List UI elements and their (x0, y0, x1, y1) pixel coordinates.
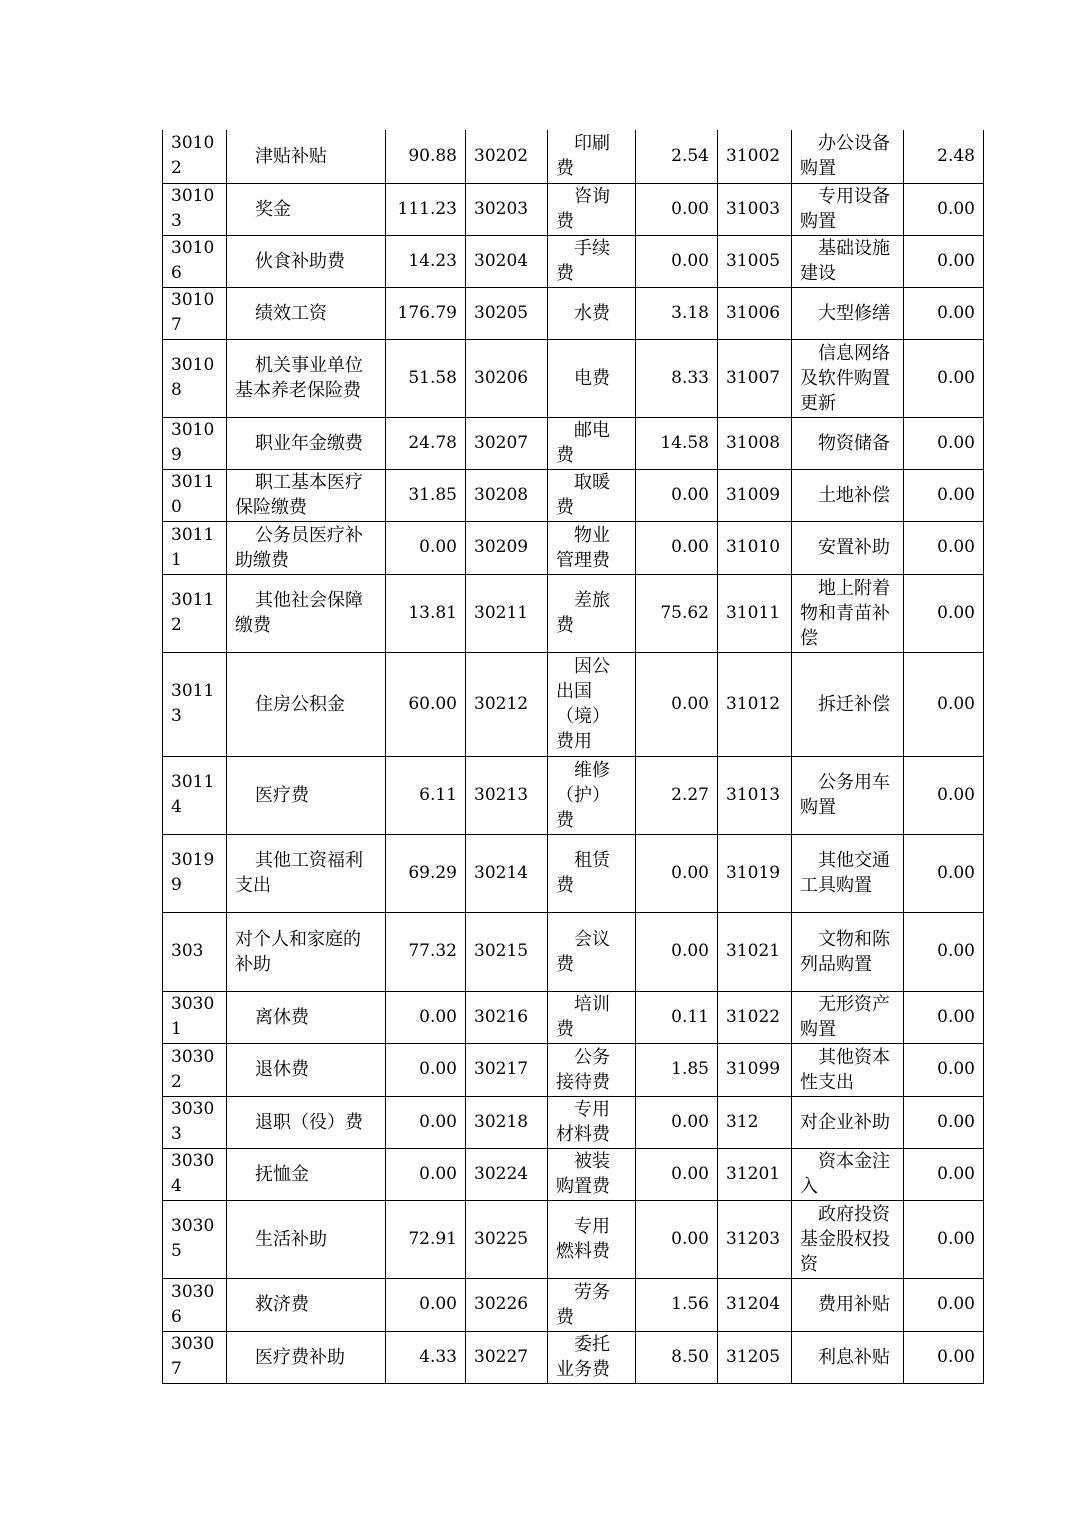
goods-code: 30205 (466, 287, 548, 339)
capital-name: 公务用车购置 (792, 756, 904, 834)
category-amount: 4.33 (386, 1331, 466, 1383)
capital-code: 31201 (718, 1148, 792, 1200)
capital-amount: 0.00 (904, 991, 984, 1043)
goods-amount: 8.50 (636, 1331, 718, 1383)
category-code: 30109 (163, 417, 227, 469)
goods-amount: 14.58 (636, 417, 718, 469)
goods-code: 30208 (466, 469, 548, 521)
category-name: 离休费 (227, 991, 386, 1043)
capital-code: 31205 (718, 1331, 792, 1383)
category-amount: 6.11 (386, 756, 466, 834)
goods-amount: 1.56 (636, 1278, 718, 1331)
category-name: 医疗费 (227, 756, 386, 834)
goods-name: 咨询费 (548, 183, 636, 235)
goods-name: 水费 (548, 287, 636, 339)
table-row (163, 183, 984, 235)
goods-amount: 0.00 (636, 1096, 718, 1148)
category-code: 30111 (163, 521, 227, 574)
category-amount: 69.29 (386, 834, 466, 912)
capital-amount: 0.00 (904, 834, 984, 912)
goods-name: 差旅费 (548, 574, 636, 652)
table-row (163, 235, 984, 287)
goods-amount: 0.00 (636, 235, 718, 287)
category-amount: 176.79 (386, 287, 466, 339)
category-amount: 90.88 (386, 130, 466, 183)
category-name: 绩效工资 (227, 287, 386, 339)
goods-code: 30224 (466, 1148, 548, 1200)
goods-code: 30225 (466, 1200, 548, 1278)
goods-amount: 0.00 (636, 912, 718, 991)
table-row (163, 1043, 984, 1096)
goods-name: 物业管理费 (548, 521, 636, 574)
capital-amount: 0.00 (904, 574, 984, 652)
category-amount: 24.78 (386, 417, 466, 469)
goods-name: 专用材料费 (548, 1096, 636, 1148)
goods-amount: 0.00 (636, 183, 718, 235)
goods-name: 租赁费 (548, 834, 636, 912)
capital-amount: 0.00 (904, 1278, 984, 1331)
category-name: 职工基本医疗保险缴费 (227, 469, 386, 521)
goods-code: 30216 (466, 991, 548, 1043)
category-code: 30112 (163, 574, 227, 652)
capital-name: 地上附着物和青苗补偿 (792, 574, 904, 652)
goods-name: 邮电费 (548, 417, 636, 469)
category-name: 伙食补助费 (227, 235, 386, 287)
category-code: 30108 (163, 339, 227, 417)
goods-code: 30209 (466, 521, 548, 574)
capital-code: 31007 (718, 339, 792, 417)
capital-amount: 0.00 (904, 417, 984, 469)
category-name: 职业年金缴费 (227, 417, 386, 469)
capital-name: 信息网络及软件购置更新 (792, 339, 904, 417)
goods-amount: 0.00 (636, 652, 718, 756)
capital-name: 拆迁补偿 (792, 652, 904, 756)
goods-amount: 0.00 (636, 1200, 718, 1278)
capital-name: 办公设备购置 (792, 130, 904, 183)
goods-code: 30204 (466, 235, 548, 287)
category-amount: 77.32 (386, 912, 466, 991)
category-amount: 0.00 (386, 1278, 466, 1331)
capital-code: 31003 (718, 183, 792, 235)
goods-code: 30211 (466, 574, 548, 652)
goods-name: 委托业务费 (548, 1331, 636, 1383)
capital-name: 其他交通工具购置 (792, 834, 904, 912)
category-name: 机关事业单位基本养老保险费 (227, 339, 386, 417)
category-name: 奖金 (227, 183, 386, 235)
table-row (163, 991, 984, 1043)
goods-name: 培训费 (548, 991, 636, 1043)
category-name: 其他社会保障缴费 (227, 574, 386, 652)
capital-amount: 0.00 (904, 1331, 984, 1383)
capital-amount: 2.48 (904, 130, 984, 183)
goods-name: 公务接待费 (548, 1043, 636, 1096)
table-row (163, 1148, 984, 1200)
capital-code: 31019 (718, 834, 792, 912)
table-row (163, 912, 984, 991)
table-row (163, 574, 984, 652)
category-amount: 14.23 (386, 235, 466, 287)
goods-code: 30212 (466, 652, 548, 756)
capital-amount: 0.00 (904, 1148, 984, 1200)
capital-name: 基础设施建设 (792, 235, 904, 287)
category-code: 30303 (163, 1096, 227, 1148)
category-amount: 60.00 (386, 652, 466, 756)
category-amount: 0.00 (386, 1148, 466, 1200)
goods-code: 30207 (466, 417, 548, 469)
table-row (163, 756, 984, 834)
capital-name: 费用补贴 (792, 1278, 904, 1331)
capital-code: 31002 (718, 130, 792, 183)
category-name: 生活补助 (227, 1200, 386, 1278)
category-name: 抚恤金 (227, 1148, 386, 1200)
capital-code: 31006 (718, 287, 792, 339)
expenditure-table (162, 130, 984, 1384)
category-code: 30302 (163, 1043, 227, 1096)
goods-name: 印刷费 (548, 130, 636, 183)
category-code: 30305 (163, 1200, 227, 1278)
capital-amount: 0.00 (904, 521, 984, 574)
capital-name: 对企业补助 (792, 1096, 904, 1148)
capital-name: 安置补助 (792, 521, 904, 574)
goods-amount: 2.27 (636, 756, 718, 834)
goods-code: 30213 (466, 756, 548, 834)
category-name: 退职（役）费 (227, 1096, 386, 1148)
capital-code: 31203 (718, 1200, 792, 1278)
category-name: 医疗费补助 (227, 1331, 386, 1383)
goods-code: 30218 (466, 1096, 548, 1148)
goods-name: 取暖费 (548, 469, 636, 521)
capital-amount: 0.00 (904, 235, 984, 287)
capital-amount: 0.00 (904, 756, 984, 834)
table-row (163, 287, 984, 339)
category-amount: 13.81 (386, 574, 466, 652)
category-name: 其他工资福利支出 (227, 834, 386, 912)
capital-name: 土地补偿 (792, 469, 904, 521)
category-amount: 51.58 (386, 339, 466, 417)
category-code: 30304 (163, 1148, 227, 1200)
capital-amount: 0.00 (904, 339, 984, 417)
goods-code: 30226 (466, 1278, 548, 1331)
goods-amount: 75.62 (636, 574, 718, 652)
goods-name: 维修（护）费 (548, 756, 636, 834)
category-code: 30106 (163, 235, 227, 287)
table-row (163, 130, 984, 183)
table-row (163, 469, 984, 521)
capital-name: 其他资本性支出 (792, 1043, 904, 1096)
goods-code: 30202 (466, 130, 548, 183)
goods-name: 会议费 (548, 912, 636, 991)
goods-name: 被装购置费 (548, 1148, 636, 1200)
capital-amount: 0.00 (904, 1043, 984, 1096)
capital-amount: 0.00 (904, 652, 984, 756)
capital-code: 31099 (718, 1043, 792, 1096)
table-row (163, 834, 984, 912)
category-code: 30107 (163, 287, 227, 339)
capital-name: 政府投资基金股权投资 (792, 1200, 904, 1278)
goods-code: 30214 (466, 834, 548, 912)
capital-amount: 0.00 (904, 1096, 984, 1148)
category-name: 住房公积金 (227, 652, 386, 756)
category-amount: 0.00 (386, 1096, 466, 1148)
goods-code: 30206 (466, 339, 548, 417)
category-name: 对个人和家庭的补助 (227, 912, 386, 991)
category-code: 30113 (163, 652, 227, 756)
category-amount: 31.85 (386, 469, 466, 521)
category-code: 30306 (163, 1278, 227, 1331)
goods-name: 手续费 (548, 235, 636, 287)
category-code: 30103 (163, 183, 227, 235)
category-name: 公务员医疗补助缴费 (227, 521, 386, 574)
capital-code: 31012 (718, 652, 792, 756)
category-code: 30307 (163, 1331, 227, 1383)
category-name: 退休费 (227, 1043, 386, 1096)
capital-amount: 0.00 (904, 183, 984, 235)
goods-amount: 0.00 (636, 1148, 718, 1200)
capital-name: 文物和陈列品购置 (792, 912, 904, 991)
table-row (163, 1278, 984, 1331)
category-amount: 111.23 (386, 183, 466, 235)
goods-amount: 0.00 (636, 469, 718, 521)
capital-name: 专用设备购置 (792, 183, 904, 235)
capital-code: 31204 (718, 1278, 792, 1331)
goods-name: 劳务费 (548, 1278, 636, 1331)
goods-code: 30215 (466, 912, 548, 991)
table-row (163, 521, 984, 574)
table-row (163, 1200, 984, 1278)
table-row (163, 1331, 984, 1383)
capital-code: 31011 (718, 574, 792, 652)
table-row (163, 339, 984, 417)
capital-name: 资本金注入 (792, 1148, 904, 1200)
capital-amount: 0.00 (904, 469, 984, 521)
goods-amount: 0.00 (636, 834, 718, 912)
goods-name: 因公出国（境）费用 (548, 652, 636, 756)
capital-code: 31010 (718, 521, 792, 574)
goods-code: 30203 (466, 183, 548, 235)
category-name: 救济费 (227, 1278, 386, 1331)
category-amount: 0.00 (386, 521, 466, 574)
capital-code: 31021 (718, 912, 792, 991)
goods-amount: 3.18 (636, 287, 718, 339)
table-body (163, 130, 984, 1383)
category-code: 30199 (163, 834, 227, 912)
capital-name: 物资储备 (792, 417, 904, 469)
capital-name: 利息补贴 (792, 1331, 904, 1383)
goods-amount: 0.00 (636, 521, 718, 574)
goods-code: 30217 (466, 1043, 548, 1096)
category-code: 30301 (163, 991, 227, 1043)
goods-amount: 2.54 (636, 130, 718, 183)
goods-name: 专用燃料费 (548, 1200, 636, 1278)
goods-amount: 1.85 (636, 1043, 718, 1096)
capital-code: 31022 (718, 991, 792, 1043)
category-name: 津贴补贴 (227, 130, 386, 183)
capital-name: 大型修缮 (792, 287, 904, 339)
category-amount: 72.91 (386, 1200, 466, 1278)
capital-code: 31008 (718, 417, 792, 469)
capital-code: 312 (718, 1096, 792, 1148)
capital-amount: 0.00 (904, 912, 984, 991)
table-row (163, 1096, 984, 1148)
capital-code: 31005 (718, 235, 792, 287)
goods-amount: 8.33 (636, 339, 718, 417)
category-code: 30114 (163, 756, 227, 834)
category-code: 30110 (163, 469, 227, 521)
goods-code: 30227 (466, 1331, 548, 1383)
category-amount: 0.00 (386, 991, 466, 1043)
capital-code: 31013 (718, 756, 792, 834)
capital-amount: 0.00 (904, 1200, 984, 1278)
table-row (163, 417, 984, 469)
capital-amount: 0.00 (904, 287, 984, 339)
category-amount: 0.00 (386, 1043, 466, 1096)
goods-amount: 0.11 (636, 991, 718, 1043)
capital-name: 无形资产购置 (792, 991, 904, 1043)
table-row (163, 652, 984, 756)
capital-code: 31009 (718, 469, 792, 521)
category-code: 303 (163, 912, 227, 991)
goods-name: 电费 (548, 339, 636, 417)
category-code: 30102 (163, 130, 227, 183)
